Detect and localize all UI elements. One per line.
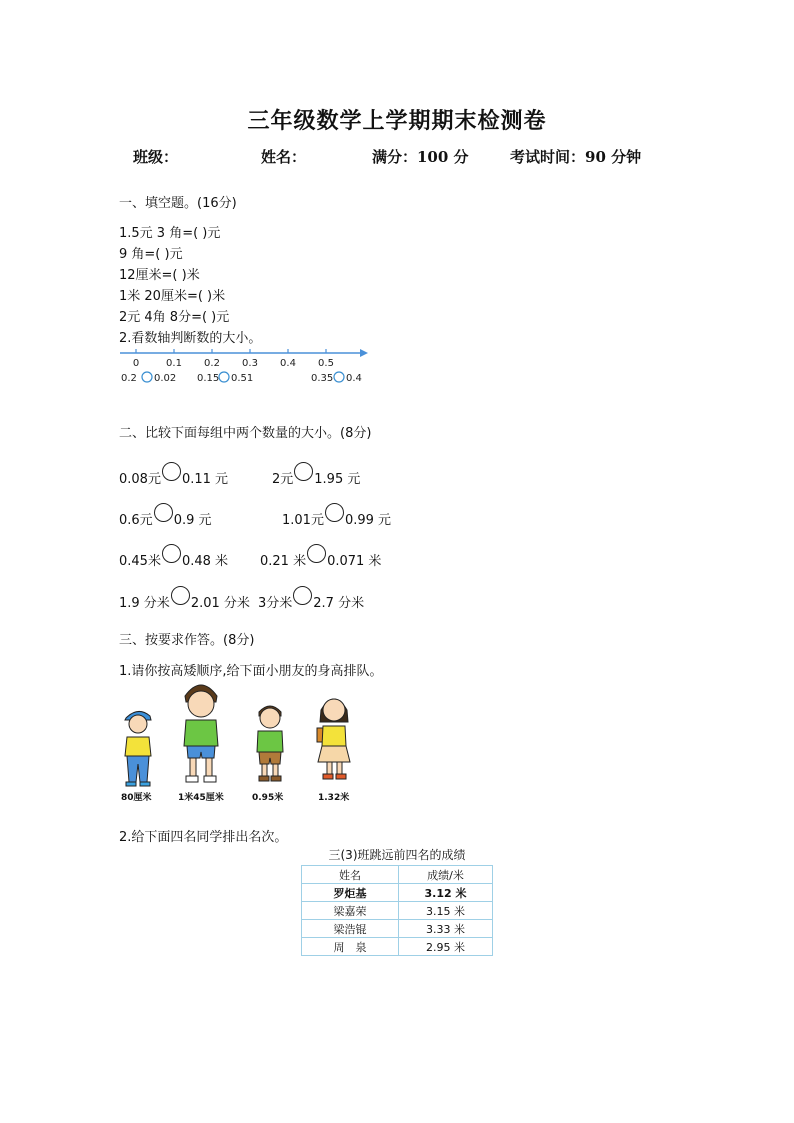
time-label: 考试时间：90 分钟 (510, 148, 642, 166)
number-line (118, 346, 374, 386)
compare-circle (294, 462, 313, 481)
class-label: 班级： (133, 148, 179, 166)
compare-right: 0.02 (154, 373, 177, 384)
compare-item: 1.01元 0.99 元 (282, 503, 391, 528)
results-table (301, 865, 493, 956)
table-header-cell: 姓名 (302, 866, 399, 884)
compare-item: 0.21 米 0.071 米 (260, 544, 381, 569)
table-cell: 3.12 米 (399, 884, 493, 902)
table-cell: 梁浩锟 (302, 920, 399, 938)
score-label: 满分：100 分 (372, 148, 469, 166)
table-row (302, 938, 493, 956)
compare-circle (162, 544, 181, 563)
axis-tick-label: 0 (132, 358, 140, 369)
compare-item: 0.45米 0.48 米 (119, 544, 228, 569)
number-line-question: 2.看数轴判断数的大小。 (119, 331, 262, 346)
compare-circle (154, 503, 173, 522)
ranking-question: 2.给下面四名同学排出名次。 (119, 830, 288, 845)
table-row (302, 902, 493, 920)
compare-item: 2元 1.95 元 (272, 462, 360, 487)
compare-circle (325, 503, 344, 522)
page-title: 三年级数学上学期期末检测卷 (247, 108, 547, 134)
compare-left: 0.15 (197, 373, 220, 384)
child-figure-1 (118, 704, 158, 788)
compare-left: 0.2 (121, 373, 137, 384)
section1-heading: 一、填空题。(16分) (119, 196, 237, 211)
fill-item: 12厘米=( )米 (119, 268, 200, 283)
axis-tick-label: 0.2 (204, 358, 220, 369)
table-cell: 梁嘉荣 (302, 902, 399, 920)
axis-tick-label: 0.5 (318, 358, 334, 369)
table-row (302, 884, 493, 902)
fill-item: 1.5元 3 角=( )元 (119, 226, 221, 241)
child-height-label: 80厘米 (121, 793, 152, 803)
compare-circle (334, 372, 344, 382)
compare-right: 0.4 (346, 373, 362, 384)
fill-item: 1米 20厘米=( )米 (119, 289, 226, 304)
axis-tick-label: 0.1 (166, 358, 182, 369)
compare-circle (219, 372, 229, 382)
fill-item: 2元 4角 8分=( )元 (119, 310, 230, 325)
compare-circle (293, 586, 312, 605)
axis-arrow (360, 349, 368, 357)
fill-item: 9 角=( )元 (119, 247, 183, 262)
compare-item: 0.6元 0.9 元 (119, 503, 212, 528)
table-title: 三(3)班跳远前四名的成绩 (328, 848, 466, 862)
table-cell: 罗炬基 (302, 884, 399, 902)
axis-tick-label: 0.4 (280, 358, 296, 369)
compare-item: 1.9 分米 2.01 分米 (119, 586, 250, 611)
compare-circle (142, 372, 152, 382)
child-figure-2 (176, 676, 226, 786)
child-height-label: 1米45厘米 (178, 793, 224, 803)
child-height-label: 1.32米 (318, 793, 350, 803)
axis-tick-label: 0.3 (242, 358, 258, 369)
table-header-cell: 成绩/米 (399, 866, 493, 884)
compare-circle (307, 544, 326, 563)
compare-circle (162, 462, 181, 481)
table-cell: 3.33 米 (399, 920, 493, 938)
compare-item: 3分米 2.7 分米 (258, 586, 364, 611)
table-row (302, 920, 493, 938)
section3-heading: 三、按要求作答。(8分) (119, 633, 255, 648)
compare-right: 0.51 (231, 373, 254, 384)
child-figure-3 (250, 698, 290, 786)
table-header-row (302, 866, 493, 884)
compare-item: 0.08元 0.11 元 (119, 462, 228, 487)
table-cell: 周 泉 (302, 938, 399, 956)
child-height-label: 0.95米 (252, 793, 284, 803)
child-figure-4 (312, 688, 356, 786)
height-question: 1.请你按高矮顺序,给下面小朋友的身高排队。 (119, 664, 383, 679)
table-cell: 2.95 米 (399, 938, 493, 956)
compare-left: 0.35 (311, 373, 334, 384)
compare-circle (171, 586, 190, 605)
table-cell: 3.15 米 (399, 902, 493, 920)
section2-heading: 二、比较下面每组中两个数量的大小。(8分) (119, 426, 372, 441)
name-label: 姓名： (261, 148, 307, 166)
